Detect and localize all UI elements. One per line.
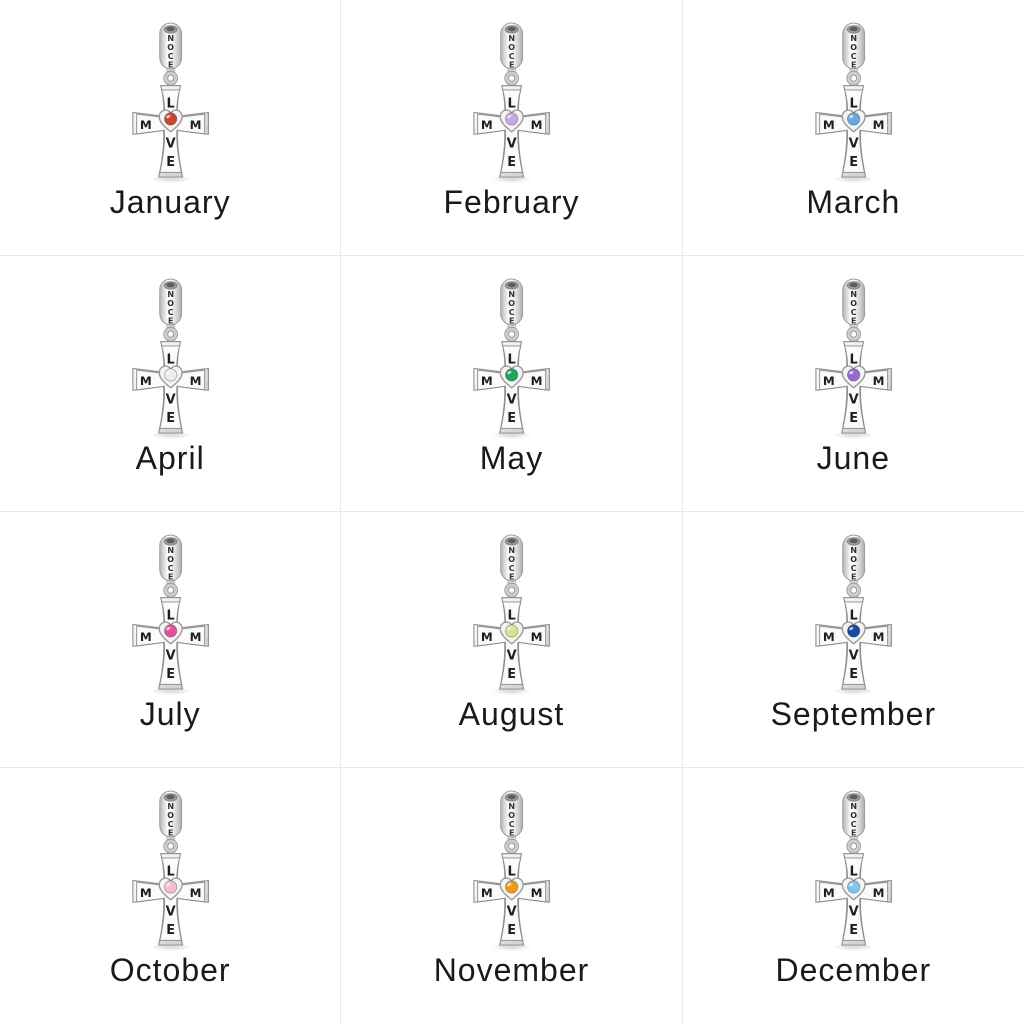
month-label: December bbox=[775, 952, 932, 988]
month-label: June bbox=[816, 440, 891, 476]
cross-charm-image bbox=[116, 20, 225, 184]
charm-card-june[interactable] bbox=[683, 256, 1024, 512]
charm-card-july[interactable] bbox=[0, 512, 341, 768]
charm-card-april[interactable] bbox=[0, 256, 341, 512]
month-label: March bbox=[806, 184, 901, 220]
month-label: February bbox=[443, 184, 580, 220]
cross-charm-image bbox=[457, 788, 566, 952]
month-label: July bbox=[139, 696, 201, 732]
cross-charm-image bbox=[799, 532, 908, 696]
cross-charm-image bbox=[799, 20, 908, 184]
charm-card-august[interactable] bbox=[341, 512, 682, 768]
month-label: November bbox=[433, 952, 590, 988]
charm-card-november[interactable] bbox=[341, 768, 682, 1024]
cross-charm-image bbox=[799, 788, 908, 952]
cross-charm-image bbox=[116, 788, 225, 952]
month-label: April bbox=[135, 440, 205, 476]
month-label: January bbox=[109, 184, 231, 220]
cross-charm-image bbox=[457, 532, 566, 696]
charm-card-october[interactable] bbox=[0, 768, 341, 1024]
month-label: September bbox=[770, 696, 937, 732]
charm-card-december[interactable] bbox=[683, 768, 1024, 1024]
month-label: October bbox=[109, 952, 231, 988]
cross-charm-image bbox=[116, 276, 225, 440]
cross-charm-image bbox=[116, 532, 225, 696]
cross-charm-image bbox=[799, 276, 908, 440]
cross-charm-image bbox=[457, 276, 566, 440]
charm-card-september[interactable] bbox=[683, 512, 1024, 768]
charm-card-march[interactable] bbox=[683, 0, 1024, 256]
cross-charm-image bbox=[457, 20, 566, 184]
month-label: May bbox=[479, 440, 544, 476]
charm-card-january[interactable] bbox=[0, 0, 341, 256]
month-label: August bbox=[458, 696, 565, 732]
charm-card-february[interactable] bbox=[341, 0, 682, 256]
charm-card-may[interactable] bbox=[341, 256, 682, 512]
